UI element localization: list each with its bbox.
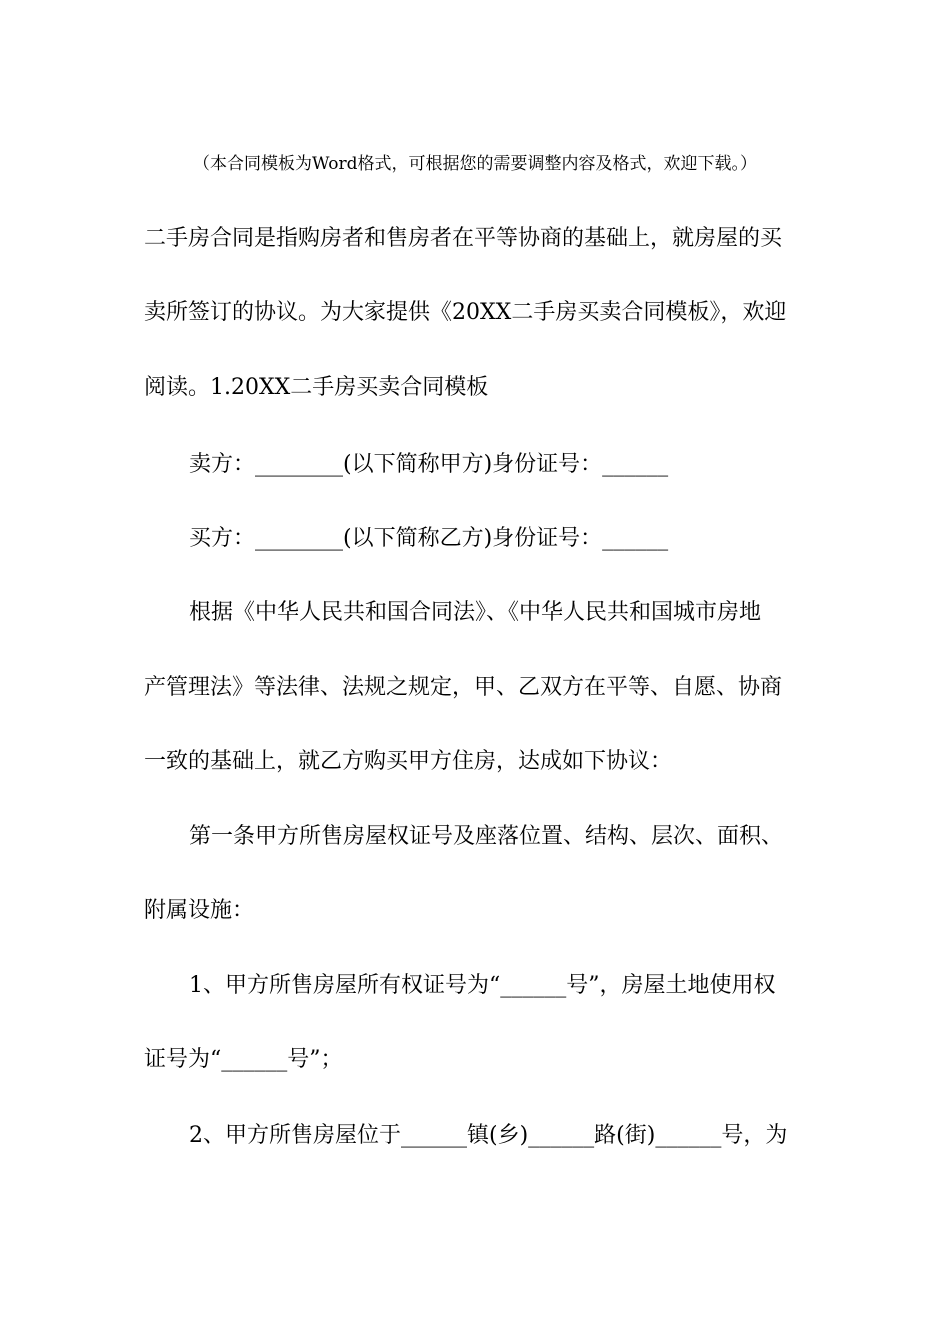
template-note: （本合同模板为Word格式，可根据您的需要调整内容及格式，欢迎下载。） xyxy=(192,154,758,174)
basis-line-1: 根据《中华人民共和国合同法》、《中华人民共和国城市房地 xyxy=(189,600,762,625)
article-1-line-1: 第一条甲方所售房屋权证号及座落位置、结构、层次、面积、 xyxy=(189,824,784,849)
intro-line-2: 卖所签订的协议。为大家提供《20XX二手房买卖合同模板》，欢迎 xyxy=(144,300,787,325)
buyer-line: 买方：________(以下简称乙方)身份证号：______ xyxy=(189,526,669,551)
seller-line: 卖方：________(以下简称甲方)身份证号：______ xyxy=(189,452,669,477)
clause-2-line-1: 2、甲方所售房屋位于______镇(乡)______路(街)______号，为 xyxy=(189,1123,788,1148)
clause-1-line-1: 1、甲方所售房屋所有权证号为“______号”，房屋土地使用权 xyxy=(189,973,776,998)
basis-line-3: 一致的基础上，就乙方购买甲方住房，达成如下协议： xyxy=(144,749,673,774)
clause-1-line-2: 证号为“______号”； xyxy=(144,1047,343,1072)
intro-line-1: 二手房合同是指购房者和售房者在平等协商的基础上，就房屋的买 xyxy=(144,226,783,251)
article-1-line-2: 附属设施： xyxy=(144,898,255,923)
intro-line-3: 阅读。1.20XX二手房买卖合同模板 xyxy=(144,375,489,400)
basis-line-2: 产管理法》等法律、法规之规定，甲、乙双方在平等、自愿、协商 xyxy=(144,675,783,700)
